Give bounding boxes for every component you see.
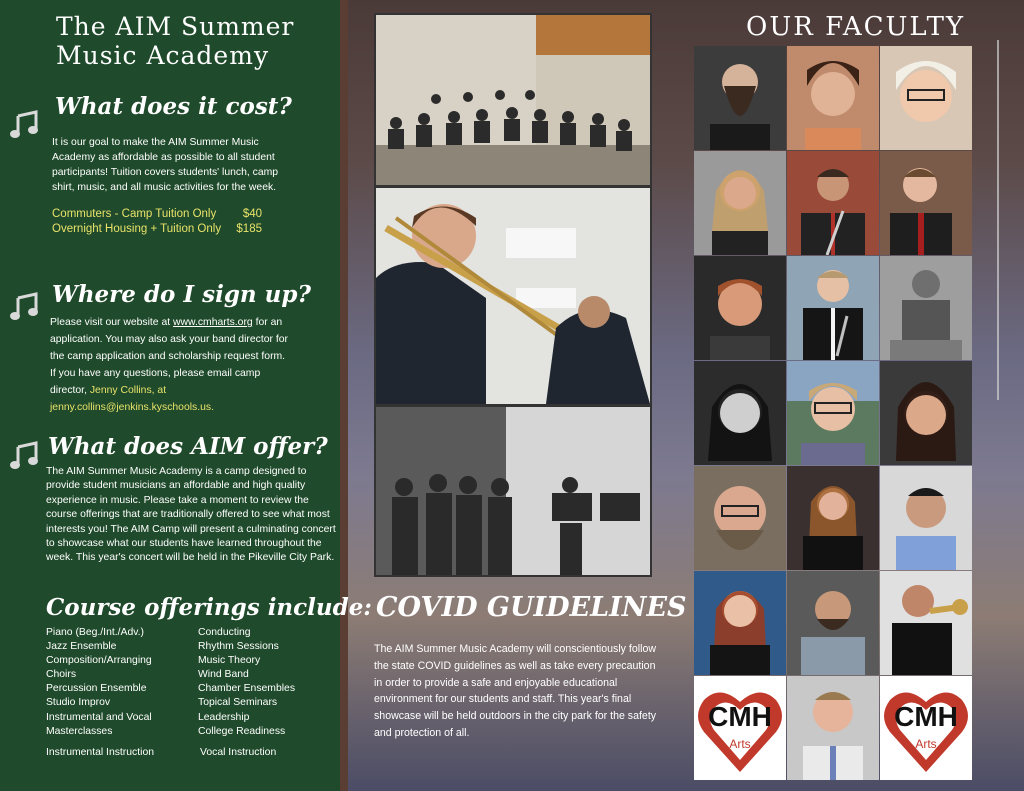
faculty-heading: OUR FACULTY [746, 12, 966, 42]
list-item: Conducting [198, 627, 251, 638]
list-item: Music Theory [198, 655, 261, 667]
faculty-photo [694, 361, 786, 465]
list-item: Vocal Instruction [200, 747, 277, 758]
faculty-photo [787, 571, 879, 675]
faculty-photo [880, 361, 972, 465]
list-item: Instrumental and Vocal [46, 711, 152, 723]
list-item: Wind Band [198, 669, 249, 681]
woodwind-photo [374, 405, 652, 577]
list-item: Topical Seminars [198, 697, 278, 709]
music-note-icon [10, 441, 40, 471]
faculty-photo [694, 46, 786, 150]
faculty-photo [787, 151, 879, 255]
signup-heading: Where do I sign up? [52, 281, 311, 308]
list-item: College Readiness [198, 725, 286, 737]
music-note-icon [10, 292, 40, 322]
cmh-arts-logo [694, 676, 786, 780]
ensemble-photo [374, 13, 652, 187]
course-column-2 [198, 626, 295, 739]
offer-body: The AIM Summer Music Academy is a camp designed to provide student musicians an affordable and high quality experience in music. Please take a moment to review the course offerings that are traditionally offered to see what most interests you! The AIM Camp will present a culminating concert to showcase what our students have learned throughout the week. This year's concert will be held in the Pikeville City Park. [46, 466, 336, 564]
trombone-photo [374, 186, 652, 406]
faculty-photo [880, 46, 972, 150]
list-item: Composition/Arranging [46, 655, 152, 667]
signup-body: Please visit our website at www.cmharts.org for an application. You may also ask your band director for the camp application and scholarship request form. If you have any questions, please email camp director, Jenny Collins, at jenny.collins@jenkins.kyschools.us. [50, 317, 288, 413]
page-title: The AIM Summer Music Academy [56, 12, 295, 70]
faculty-photo [787, 46, 879, 150]
list-item: Leadership [198, 711, 250, 723]
website-link[interactable]: www.cmharts.org [173, 317, 253, 328]
music-note-icon [10, 110, 40, 140]
decorative-line [997, 40, 999, 400]
list-item: Rhythm Sessions [198, 641, 279, 653]
faculty-photo [787, 256, 879, 360]
cost-heading: What does it cost? [55, 93, 292, 120]
offer-heading: What does AIM offer? [48, 433, 328, 460]
faculty-photo [880, 151, 972, 255]
covid-heading: COVID GUIDELINES [376, 592, 687, 623]
svg-text:Arts: Arts [915, 737, 937, 751]
list-item: Jazz Ensemble [46, 641, 117, 653]
svg-text:CMH: CMH [708, 701, 772, 732]
faculty-photo [880, 466, 972, 570]
list-item: Percussion Ensemble [46, 683, 147, 695]
list-item: Choirs [46, 669, 77, 681]
contact-email[interactable]: Jenny Collins, at jenny.collins@jenkins.kyschools.us. [50, 385, 214, 413]
faculty-photo [787, 361, 879, 465]
price-list [52, 207, 262, 237]
faculty-photo [694, 571, 786, 675]
svg-text:CMH: CMH [894, 701, 958, 732]
faculty-photo [694, 256, 786, 360]
faculty-photo [880, 571, 972, 675]
list-item: Piano (Beg./Int./Adv.) [46, 627, 144, 638]
faculty-grid [694, 46, 972, 780]
list-item: Masterclasses [46, 725, 113, 737]
list-item: Studio Improv [46, 697, 111, 709]
faculty-photo [694, 151, 786, 255]
list-item: Instrumental Instruction [46, 747, 154, 758]
price-row: Overnight Housing + Tuition Only $185 [52, 223, 262, 235]
cost-body: It is our goal to make the AIM Summer Music Academy as affordable as possible to all student participants! Tuition covers students' lunch, camp shirt, music, and all music activities for the week. [52, 137, 279, 193]
faculty-photo [787, 466, 879, 570]
price-row: Commuters - Camp Tuition Only $40 [52, 208, 262, 220]
svg-text:Arts: Arts [729, 737, 751, 751]
cmh-arts-logo [880, 676, 972, 780]
faculty-photo [880, 256, 972, 360]
courses-heading: Course offerings include: [46, 594, 372, 621]
course-column-1 [46, 626, 152, 739]
faculty-photo [694, 466, 786, 570]
panel-divider [340, 0, 348, 791]
faculty-photo [787, 676, 879, 780]
covid-body: The AIM Summer Music Academy will conscientiously follow the state COVID guidelines as well as take every precaution in order to provide a safe and enjoyable educational environment for our students and staff. This year's final showcase will be held outdoors in the city park for the safety and protection of all. [374, 643, 657, 739]
list-item: Chamber Ensembles [198, 683, 296, 695]
